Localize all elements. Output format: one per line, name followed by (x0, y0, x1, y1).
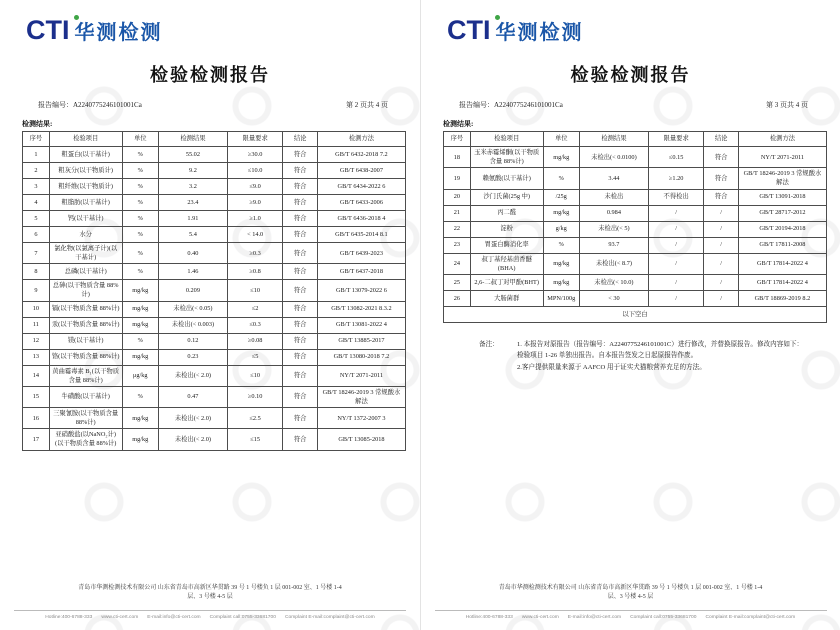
result-cell: 未检出(< 5) (579, 221, 648, 237)
conclusion-cell: 符合 (283, 333, 317, 349)
result-cell: 未检出(< 2.0) (158, 429, 227, 450)
table-row (23, 243, 406, 264)
seq-cell: 23 (444, 237, 471, 253)
method-cell: GB/T 6437-2018 (317, 264, 405, 280)
page-indicator: 第 3 页共 4 页 (766, 101, 808, 109)
limit-cell: ≤2 (227, 301, 283, 317)
method-cell: GB/T 6435-2014 8.1 (317, 227, 405, 243)
conclusion-cell: / (704, 205, 738, 221)
method-cell: GB/T 6433-2006 (317, 195, 405, 211)
unit-cell: μg/kg (122, 365, 158, 386)
limit-cell: ≤15 (227, 429, 283, 450)
limit-cell: 不得检出 (648, 189, 704, 205)
unit-cell: mg/kg (543, 274, 579, 290)
conclusion-cell: 符合 (283, 147, 317, 163)
method-cell: GB/T 6432-2018 7.2 (317, 147, 405, 163)
unit-cell: mg/kg (122, 317, 158, 333)
seq-cell: 20 (444, 189, 471, 205)
item-cell: 粗脂肪(以干基计) (49, 195, 122, 211)
limit-cell: ≥0.8 (227, 264, 283, 280)
table-row (444, 221, 827, 237)
method-cell: GB/T 13082-2021 8.3.2 (317, 301, 405, 317)
conclusion-cell: 符合 (283, 179, 317, 195)
unit-cell: % (122, 211, 158, 227)
unit-cell: mg/kg (543, 253, 579, 274)
table-row (23, 349, 406, 365)
method-cell: GB/T 13081-2022 4 (317, 317, 405, 333)
item-cell: 淀粉 (470, 221, 543, 237)
cti-logo (26, 16, 420, 45)
limit-cell: / (648, 205, 704, 221)
conclusion-cell: 符合 (283, 386, 317, 407)
complaint-email-link[interactable]: Complaint E-mail:complaint@cti-cert.com (284, 615, 375, 620)
item-cell: 粗蛋白(以干基计) (49, 147, 122, 163)
result-cell: 未检出(< 0.0100) (579, 147, 648, 168)
seq-cell: 16 (23, 408, 50, 429)
result-cell: 93.7 (579, 237, 648, 253)
seq-cell: 3 (23, 179, 50, 195)
column-header: 序号 (23, 132, 50, 147)
column-header: 检测结果 (158, 132, 227, 147)
table-body (23, 147, 406, 451)
result-cell: 0.40 (158, 243, 227, 264)
seq-cell: 13 (23, 349, 50, 365)
unit-cell: % (543, 168, 579, 189)
blank-row-label: 以下空白 (444, 306, 827, 322)
footer-contacts (0, 615, 420, 620)
result-cell: 23.4 (158, 195, 227, 211)
result-cell: 未检出(< 10.0) (579, 274, 648, 290)
seq-cell: 12 (23, 333, 50, 349)
item-cell: 牛磺酸(以干基计) (49, 386, 122, 407)
seq-cell: 18 (444, 147, 471, 168)
method-cell: GB/T 17811-2008 (738, 237, 826, 253)
result-cell: 0.47 (158, 386, 227, 407)
result-cell: 0.209 (158, 280, 227, 301)
table-row (23, 211, 406, 227)
conclusion-cell: 符合 (283, 227, 317, 243)
conclusion-cell: 符合 (704, 147, 738, 168)
result-cell: 未检出(< 2.0) (158, 365, 227, 386)
item-cell: 镁(以干基计) (49, 333, 122, 349)
limit-cell: ≥9.0 (227, 195, 283, 211)
result-cell: 0.12 (158, 333, 227, 349)
table-row (23, 333, 406, 349)
result-cell: 未检出(< 2.0) (158, 408, 227, 429)
item-cell: 玉米赤霉烯酮(以干物质含量 88%计) (470, 147, 543, 168)
conclusion-cell: 符合 (283, 429, 317, 450)
table-row (23, 195, 406, 211)
table-row (23, 301, 406, 317)
unit-cell: mg/kg (122, 429, 158, 450)
page-title: 检验检测报告 (150, 65, 270, 85)
table-row (23, 386, 406, 407)
cti-logo-text: CTI (26, 15, 70, 45)
item-cell: 叔丁基羟基茴香醚(BHA) (470, 253, 543, 274)
unit-cell: % (122, 386, 158, 407)
item-cell: 沙门氏菌(25g 中) (470, 189, 543, 205)
item-cell: 三聚氰胺(以干物质含量 88%计) (49, 408, 122, 429)
conclusion-cell: 符合 (283, 211, 317, 227)
column-header: 限量要求 (648, 132, 704, 147)
method-cell: GB/T 13085-2018 (317, 429, 405, 450)
item-cell: 水分 (49, 227, 122, 243)
blank-row (444, 306, 827, 322)
cti-logo-text: CTI (447, 15, 491, 45)
email-link[interactable]: E-mail:info@cti-cert.com (567, 615, 622, 620)
report-meta (38, 100, 388, 110)
result-cell: 未检出(< 8.7) (579, 253, 648, 274)
cti-logo-chinese: 华测检测 (495, 22, 584, 44)
unit-cell: MPN/100g (543, 290, 579, 306)
footer-contacts (421, 615, 840, 620)
unit-cell: % (122, 195, 158, 211)
method-cell: GB/T 13885-2017 (317, 333, 405, 349)
complaint-call: Complaint call:0755-33681700 (209, 615, 276, 620)
complaint-email-link[interactable]: Complaint E-mail:complaint@cti-cert.com (705, 615, 796, 620)
item-cell: 镉(以干物质含量 88%计) (49, 301, 122, 317)
limit-cell: / (648, 290, 704, 306)
column-header: 单位 (543, 132, 579, 147)
remarks-section (479, 339, 806, 374)
item-cell: 丙二醛 (470, 205, 543, 221)
column-header: 单位 (122, 132, 158, 147)
seq-cell: 17 (23, 429, 50, 450)
column-header: 检验项目 (49, 132, 122, 147)
seq-cell: 26 (444, 290, 471, 306)
item-cell: 钙(以干基计) (49, 211, 122, 227)
item-cell: 粗灰分(以干物质计) (49, 163, 122, 179)
limit-cell: ≥30.0 (227, 147, 283, 163)
unit-cell: % (543, 237, 579, 253)
table-body (444, 147, 827, 307)
column-header: 检测结果 (579, 132, 648, 147)
unit-cell: mg/kg (543, 147, 579, 168)
limit-cell: ≥0.08 (227, 333, 283, 349)
seq-cell: 19 (444, 168, 471, 189)
conclusion-cell: 符合 (283, 163, 317, 179)
conclusion-cell: 符合 (283, 243, 317, 264)
result-cell: 未检出(< 0.05) (158, 301, 227, 317)
method-cell: GB/T 18246-2019 3 常规酸水解法 (738, 168, 826, 189)
limit-cell: ≤5 (227, 349, 283, 365)
limit-cell: ≤0.15 (648, 147, 704, 168)
result-cell: 1.91 (158, 211, 227, 227)
unit-cell: % (122, 333, 158, 349)
unit-cell: mg/kg (122, 280, 158, 301)
method-cell: GB/T 28717-2012 (738, 205, 826, 221)
conclusion-cell: 符合 (283, 408, 317, 429)
method-cell: GB/T 6436-2018 4 (317, 211, 405, 227)
table-row (23, 280, 406, 301)
results-section-label: 检测结果: (22, 120, 53, 128)
table-row (23, 429, 406, 450)
conclusion-cell: 符合 (283, 301, 317, 317)
conclusion-cell: / (704, 253, 738, 274)
limit-cell: ≤2.5 (227, 408, 283, 429)
result-cell: 9.2 (158, 163, 227, 179)
result-cell: 未检出(< 0.003) (158, 317, 227, 333)
unit-cell: % (122, 179, 158, 195)
limit-cell: / (648, 237, 704, 253)
table-row (444, 205, 827, 221)
report-meta (459, 100, 808, 110)
method-cell: GB/T 17814-2022 4 (738, 274, 826, 290)
conclusion-cell: 符合 (283, 195, 317, 211)
report-page-3 (420, 0, 840, 630)
seq-cell: 6 (23, 227, 50, 243)
unit-cell: % (122, 243, 158, 264)
seq-cell: 14 (23, 365, 50, 386)
result-cell: 0.23 (158, 349, 227, 365)
item-cell: 总磷(以干基计) (49, 264, 122, 280)
results-section-label: 检测结果: (443, 120, 474, 128)
result-cell: 未检出 (579, 189, 648, 205)
seq-cell: 11 (23, 317, 50, 333)
conclusion-cell: 符合 (704, 189, 738, 205)
table-header-row (444, 132, 827, 147)
results-table (22, 131, 406, 451)
item-cell: 胃蛋白酶消化率 (470, 237, 543, 253)
table-row (23, 179, 406, 195)
item-cell: 汞(以干物质含量 88%计) (49, 317, 122, 333)
method-cell: GB/T 18246-2019 3 常规酸水解法 (317, 386, 405, 407)
result-cell: 55.02 (158, 147, 227, 163)
limit-cell: ≥0.10 (227, 386, 283, 407)
item-cell: 粗纤维(以干物质计) (49, 179, 122, 195)
remark-item: 2.客户提供限量来源于 AAFCO 用于证实犬猫粮营养充足的方法。 (517, 363, 706, 371)
page-footer (421, 584, 840, 620)
limit-cell: ≥1.20 (648, 168, 704, 189)
item-cell: 氯化物(以氯离子计)(以干基计) (49, 243, 122, 264)
limit-cell: ≥0.3 (227, 243, 283, 264)
seq-cell: 22 (444, 221, 471, 237)
logo-dot-icon (495, 15, 500, 20)
hotline: Hotline:400-6788-333 (465, 615, 513, 620)
hotline: Hotline:400-6788-333 (45, 615, 93, 620)
method-cell: GB/T 6438-2007 (317, 163, 405, 179)
unit-cell: mg/kg (122, 349, 158, 365)
column-header: 检测方法 (317, 132, 405, 147)
footer-divider (435, 610, 827, 611)
table-row (23, 317, 406, 333)
conclusion-cell: 符合 (283, 280, 317, 301)
limit-cell: ≥1.0 (227, 211, 283, 227)
column-header: 结论 (283, 132, 317, 147)
unit-cell: % (122, 147, 158, 163)
conclusion-cell: 符合 (283, 365, 317, 386)
report-number: 报告编号：A2240775246101001Ca (459, 101, 563, 109)
table-row (23, 408, 406, 429)
remarks-label: 备注： (479, 340, 499, 348)
seq-cell: 1 (23, 147, 50, 163)
unit-cell: mg/kg (122, 301, 158, 317)
seq-cell: 25 (444, 274, 471, 290)
table-row (23, 163, 406, 179)
conclusion-cell: 符合 (283, 317, 317, 333)
column-header: 检验项目 (470, 132, 543, 147)
seq-cell: 8 (23, 264, 50, 280)
method-cell: GB/T 13091-2018 (738, 189, 826, 205)
footer-divider (14, 610, 406, 611)
table-header-row (23, 132, 406, 147)
company-address: 青岛市华测检测技术有限公司 山东省青岛市高新区华贯路 39 号 1 号楼负 1 层 001-002 室、1 号楼 1-4 层、3 号楼 4-5 层 (498, 584, 763, 601)
limit-cell: / (648, 221, 704, 237)
page-title: 检验检测报告 (570, 65, 691, 85)
unit-cell: g/kg (543, 221, 579, 237)
table-row (444, 274, 827, 290)
method-cell: GB/T 6434-2022 6 (317, 179, 405, 195)
limit-cell: ≤0.3 (227, 317, 283, 333)
table-row (444, 290, 827, 306)
method-cell: GB/T 13080-2018 7.2 (317, 349, 405, 365)
column-header: 限量要求 (227, 132, 283, 147)
method-cell: GB/T 13079-2022 6 (317, 280, 405, 301)
seq-cell: 5 (23, 211, 50, 227)
table-row (23, 227, 406, 243)
conclusion-cell: / (704, 274, 738, 290)
website-link[interactable]: www.cti-cert.com (521, 615, 559, 620)
item-cell: 2,6-二叔丁对甲酚(BHT) (470, 274, 543, 290)
column-header: 结论 (704, 132, 738, 147)
seq-cell: 24 (444, 253, 471, 274)
unit-cell: mg/kg (543, 205, 579, 221)
limit-cell: ≤9.0 (227, 179, 283, 195)
remark-item: 1. 本报告对原报告（报告编号：A2240775246101001C）进行修改，并替换原报告。修改内容如下：检验项目 1-26 单独出报告。自本报告签发之日起原报告作废。 (517, 340, 804, 360)
seq-cell: 15 (23, 386, 50, 407)
report-number: 报告编号：A2240775246101001Ca (38, 101, 142, 109)
item-cell: 总砷(以干物质含量 88%计) (49, 280, 122, 301)
table-row (23, 147, 406, 163)
table-row (23, 365, 406, 386)
column-header: 检测方法 (738, 132, 826, 147)
seq-cell: 2 (23, 163, 50, 179)
method-cell: NY/T 2071-2011 (317, 365, 405, 386)
logo-dot-icon (74, 15, 79, 20)
conclusion-cell: 符合 (283, 349, 317, 365)
table-row (444, 168, 827, 189)
table-row (23, 264, 406, 280)
cti-logo (447, 16, 840, 45)
table-row (444, 147, 827, 168)
conclusion-cell: / (704, 221, 738, 237)
method-cell: GB/T 17814-2022 4 (738, 253, 826, 274)
limit-cell: ≤10 (227, 365, 283, 386)
method-cell: GB/T 18869-2019 8.2 (738, 290, 826, 306)
item-cell: 铬(以干物质含量 88%计) (49, 349, 122, 365)
cti-logo-chinese: 华测检测 (74, 22, 163, 44)
result-cell: < 30 (579, 290, 648, 306)
page-indicator: 第 2 页共 4 页 (346, 101, 388, 109)
limit-cell: < 14.0 (227, 227, 283, 243)
conclusion-cell: 符合 (704, 168, 738, 189)
table-row (444, 189, 827, 205)
column-header: 序号 (444, 132, 471, 147)
method-cell: GB/T 20194-2018 (738, 221, 826, 237)
result-cell: 5.4 (158, 227, 227, 243)
method-cell: GB/T 6439-2023 (317, 243, 405, 264)
limit-cell: / (648, 274, 704, 290)
seq-cell: 9 (23, 280, 50, 301)
seq-cell: 7 (23, 243, 50, 264)
conclusion-cell: / (704, 237, 738, 253)
result-cell: 3.2 (158, 179, 227, 195)
remarks-body (517, 339, 806, 374)
seq-cell: 4 (23, 195, 50, 211)
limit-cell: / (648, 253, 704, 274)
table-row (444, 237, 827, 253)
unit-cell: % (122, 264, 158, 280)
table-row (444, 253, 827, 274)
item-cell: 黄曲霉毒素 B₁(以干物质含量 88%计) (49, 365, 122, 386)
conclusion-cell: 符合 (283, 264, 317, 280)
limit-cell: ≤10.0 (227, 163, 283, 179)
conclusion-cell: / (704, 290, 738, 306)
page-footer (0, 584, 420, 620)
unit-cell: /25g (543, 189, 579, 205)
email-link[interactable]: E-mail:info@cti-cert.com (147, 615, 201, 620)
seq-cell: 10 (23, 301, 50, 317)
method-cell: NY/T 1372-2007 3 (317, 408, 405, 429)
unit-cell: mg/kg (122, 408, 158, 429)
website-link[interactable]: www.cti-cert.com (101, 615, 139, 620)
item-cell: 赖氨酸(以干基计) (470, 168, 543, 189)
item-cell: 大肠菌群 (470, 290, 543, 306)
company-address: 青岛市华测检测技术有限公司 山东省青岛市高新区华贯路 39 号 1 号楼负 1 层 001-002 室、1 号楼 1-4 层、3 号楼 4-5 层 (78, 584, 342, 601)
complaint-call: Complaint call:0755-33681700 (630, 615, 697, 620)
result-cell: 1.46 (158, 264, 227, 280)
limit-cell: ≤10 (227, 280, 283, 301)
unit-cell: % (122, 163, 158, 179)
seq-cell: 21 (444, 205, 471, 221)
item-cell: 亚硝酸盐(以NaNO₂计)(以干物质含量 88%计) (49, 429, 122, 450)
method-cell: NY/T 2071-2011 (738, 147, 826, 168)
results-table (443, 131, 827, 323)
result-cell: 3.44 (579, 168, 648, 189)
unit-cell: % (122, 227, 158, 243)
result-cell: 0.984 (579, 205, 648, 221)
